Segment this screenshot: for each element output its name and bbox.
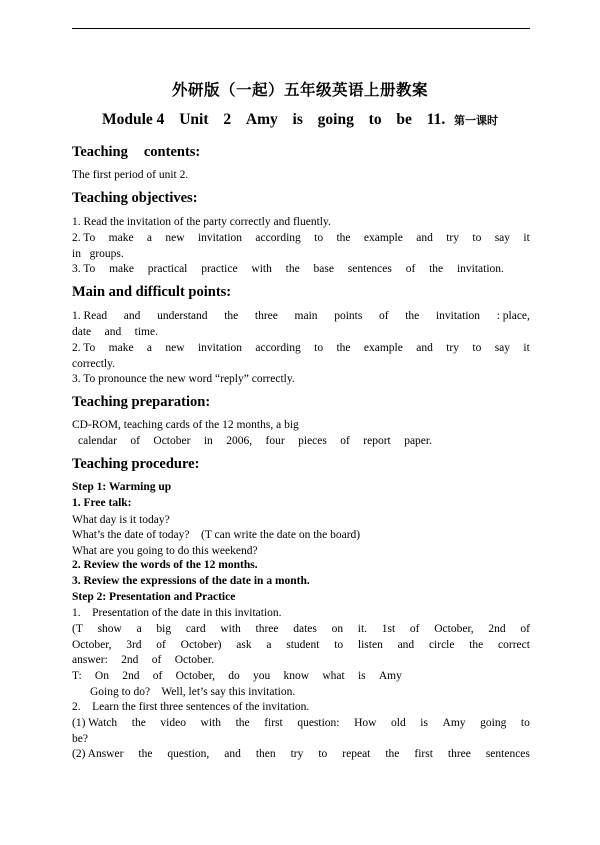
- procedure-line: [72, 622, 530, 636]
- word: understand: [157, 310, 208, 322]
- word: points: [334, 310, 363, 322]
- word: 2. To: [72, 342, 96, 354]
- word: and: [123, 310, 141, 322]
- word: the: [131, 717, 146, 729]
- word: going: [480, 717, 507, 729]
- subtitle-word: is: [292, 111, 303, 128]
- word: pieces: [298, 435, 327, 447]
- subtitle-word: Unit: [179, 111, 209, 128]
- word: with: [200, 717, 221, 729]
- points-line: correctly.: [72, 358, 115, 370]
- word: with: [251, 263, 272, 275]
- word: answer:: [72, 654, 108, 666]
- heading-procedure: Teaching procedure:: [72, 456, 200, 472]
- word: calendar: [78, 435, 117, 447]
- word: it: [523, 232, 530, 244]
- word: a: [136, 623, 142, 635]
- word: of: [340, 435, 350, 447]
- word: 2. To: [72, 232, 96, 244]
- word: of: [156, 639, 166, 651]
- word: to: [318, 748, 328, 760]
- word: big: [156, 623, 172, 635]
- word: try: [446, 342, 459, 354]
- procedure-line: [72, 653, 214, 667]
- word: it: [523, 342, 530, 354]
- procedure-line: [72, 747, 530, 761]
- word: four: [265, 435, 285, 447]
- heading-word: contents:: [143, 144, 201, 160]
- word: : place,: [496, 310, 530, 322]
- subtitle-period: 第一课时: [454, 114, 498, 127]
- heading-teaching-contents: [72, 144, 200, 161]
- word: the: [224, 310, 239, 322]
- points-line: [72, 309, 530, 323]
- word: in: [203, 435, 213, 447]
- word: question:: [297, 717, 340, 729]
- sub-heading: 3. Review the expressions of the date in a month.: [72, 575, 310, 587]
- word: of: [152, 670, 163, 682]
- word: to: [334, 639, 344, 651]
- word: 3. To: [72, 263, 96, 275]
- word: October,: [434, 623, 474, 635]
- word: Amy: [442, 717, 466, 729]
- word: dates: [293, 623, 317, 635]
- step-heading: Step 1: Warming up: [72, 481, 172, 493]
- procedure-line: be?: [72, 733, 88, 745]
- word: card: [185, 623, 206, 635]
- step-heading: Step 2: Presentation and Practice: [72, 591, 236, 603]
- word: a: [266, 639, 272, 651]
- word: 2nd: [488, 623, 506, 635]
- procedure-line: Going to do? Well, let’s say this invitation.: [90, 686, 296, 698]
- word: the: [385, 748, 400, 760]
- word: October: [153, 435, 191, 447]
- points-line: [72, 325, 158, 339]
- objective-line: [72, 231, 530, 245]
- word: Amy: [378, 670, 402, 682]
- word: on: [331, 623, 344, 635]
- word: time.: [134, 326, 158, 338]
- word: and: [416, 232, 433, 244]
- word: October): [180, 639, 222, 651]
- procedure-line: [72, 669, 402, 683]
- word: report: [363, 435, 391, 447]
- procedure-line: What day is it today?: [72, 514, 170, 526]
- word: (1) Watch: [72, 717, 118, 729]
- sub-heading: 2. Review the words of the 12 months.: [72, 559, 258, 571]
- word: of: [520, 623, 530, 635]
- word: repeat: [342, 748, 371, 760]
- word: On: [94, 670, 109, 682]
- subtitle-word: Amy: [245, 111, 278, 128]
- word: 2nd: [122, 670, 140, 682]
- points-line: 3. To pronounce the new word “reply” correctly.: [72, 373, 295, 385]
- subtitle-word: be: [396, 111, 412, 128]
- word: you: [253, 670, 271, 682]
- word: know: [283, 670, 310, 682]
- subtitle-word: Module 4: [102, 111, 165, 128]
- word: of: [409, 623, 420, 635]
- preparation-line: [78, 434, 432, 448]
- procedure-line: 2. Learn the first three sentences of the invitation.: [72, 701, 310, 713]
- word: listen: [357, 639, 383, 651]
- page-subtitle: [102, 111, 498, 129]
- word: the: [235, 717, 250, 729]
- word: make: [108, 342, 134, 354]
- word: 2006,: [226, 435, 253, 447]
- word: make: [108, 232, 134, 244]
- word: example: [363, 342, 403, 354]
- procedure-line: [72, 638, 530, 652]
- word: of: [378, 310, 389, 322]
- word: circle: [428, 639, 455, 651]
- objective-line: in groups.: [72, 248, 124, 260]
- word: practical: [147, 263, 188, 275]
- word: do: [228, 670, 240, 682]
- word: and: [416, 342, 433, 354]
- word: to: [314, 342, 324, 354]
- word: paper.: [404, 435, 432, 447]
- word: the: [138, 748, 153, 760]
- word: is: [357, 670, 366, 682]
- subtitle-word: 2: [223, 111, 232, 128]
- word: of: [130, 435, 140, 447]
- page-title: 外研版（一起）五年级英语上册教案: [171, 81, 428, 99]
- word: the: [405, 310, 420, 322]
- word: correct: [498, 639, 530, 651]
- preparation-line: CD-ROM, teaching cards of the 12 months, a big: [72, 419, 299, 431]
- word: the: [336, 342, 351, 354]
- word: according: [255, 342, 301, 354]
- word: to: [314, 232, 324, 244]
- word: make: [109, 263, 134, 275]
- word: sentences: [347, 263, 392, 275]
- word: 2nd: [121, 654, 139, 666]
- word: it.: [357, 623, 368, 635]
- word: invitation: [197, 342, 243, 354]
- word: what: [322, 670, 345, 682]
- header-rule: [72, 28, 530, 29]
- word: a: [146, 232, 153, 244]
- word: practice: [201, 263, 238, 275]
- subtitle-word: to: [368, 111, 382, 128]
- word: the: [469, 639, 484, 651]
- procedure-line: [72, 716, 530, 730]
- word: sentences: [485, 748, 530, 760]
- word: ask: [236, 639, 252, 651]
- word: question,: [167, 748, 210, 760]
- word: show: [97, 623, 122, 635]
- word: three: [254, 310, 278, 322]
- word: the: [336, 232, 351, 244]
- word: then: [255, 748, 276, 760]
- word: first: [264, 717, 283, 729]
- word: main: [294, 310, 318, 322]
- word: example: [363, 232, 403, 244]
- word: try: [290, 748, 304, 760]
- heading-preparation: Teaching preparation:: [72, 394, 211, 410]
- word: the: [429, 263, 444, 275]
- word: of: [151, 654, 162, 666]
- word: try: [446, 232, 459, 244]
- word: invitation.: [456, 263, 504, 275]
- word: How: [354, 717, 377, 729]
- word: (2) Answer: [72, 748, 124, 760]
- word: invitation: [435, 310, 481, 322]
- word: and: [104, 326, 122, 338]
- word: to: [472, 232, 482, 244]
- procedure-line: What’s the date of today? (T can write the date on the board): [72, 529, 361, 541]
- word: T:: [72, 670, 82, 682]
- word: new: [165, 232, 185, 244]
- word: October,: [72, 639, 112, 651]
- heading-main-points: Main and difficult points:: [72, 284, 232, 300]
- word: first: [414, 748, 433, 760]
- word: the: [285, 263, 300, 275]
- word: invitation: [197, 232, 243, 244]
- word: 3rd: [126, 639, 142, 651]
- word: (T: [72, 623, 83, 635]
- word: and: [224, 748, 241, 760]
- word: 1. Read: [72, 310, 108, 322]
- word: new: [165, 342, 185, 354]
- contents-text: The first period of unit 2.: [72, 169, 189, 181]
- word: base: [313, 263, 334, 275]
- word: three: [447, 748, 471, 760]
- word: say: [494, 232, 511, 244]
- word: October,: [175, 670, 216, 682]
- objective-line: 1. Read the invitation of the party correctly and fluently.: [72, 216, 331, 228]
- heading-teaching-objectives: Teaching objectives:: [72, 190, 198, 206]
- word: to: [472, 342, 482, 354]
- word: say: [494, 342, 511, 354]
- heading-word: Teaching: [72, 144, 128, 160]
- word: date: [72, 326, 92, 338]
- subtitle-word: going: [317, 111, 354, 128]
- word: video: [160, 717, 186, 729]
- word: October.: [174, 654, 214, 666]
- word: is: [420, 717, 428, 729]
- subtitle-word: 11.: [426, 111, 446, 128]
- word: student: [286, 639, 320, 651]
- word: to: [520, 717, 530, 729]
- word: three: [255, 623, 279, 635]
- word: with: [220, 623, 241, 635]
- word: according: [255, 232, 301, 244]
- word: and: [397, 639, 415, 651]
- procedure-line: 1. Presentation of the date in this invitation.: [72, 607, 282, 619]
- sub-heading: 1. Free talk:: [72, 497, 132, 509]
- word: of: [405, 263, 416, 275]
- objective-line: [72, 262, 504, 276]
- word: a: [146, 342, 153, 354]
- word: old: [391, 717, 406, 729]
- procedure-line: What are you going to do this weekend?: [72, 545, 258, 557]
- points-line: [72, 341, 530, 355]
- word: 1st: [381, 623, 396, 635]
